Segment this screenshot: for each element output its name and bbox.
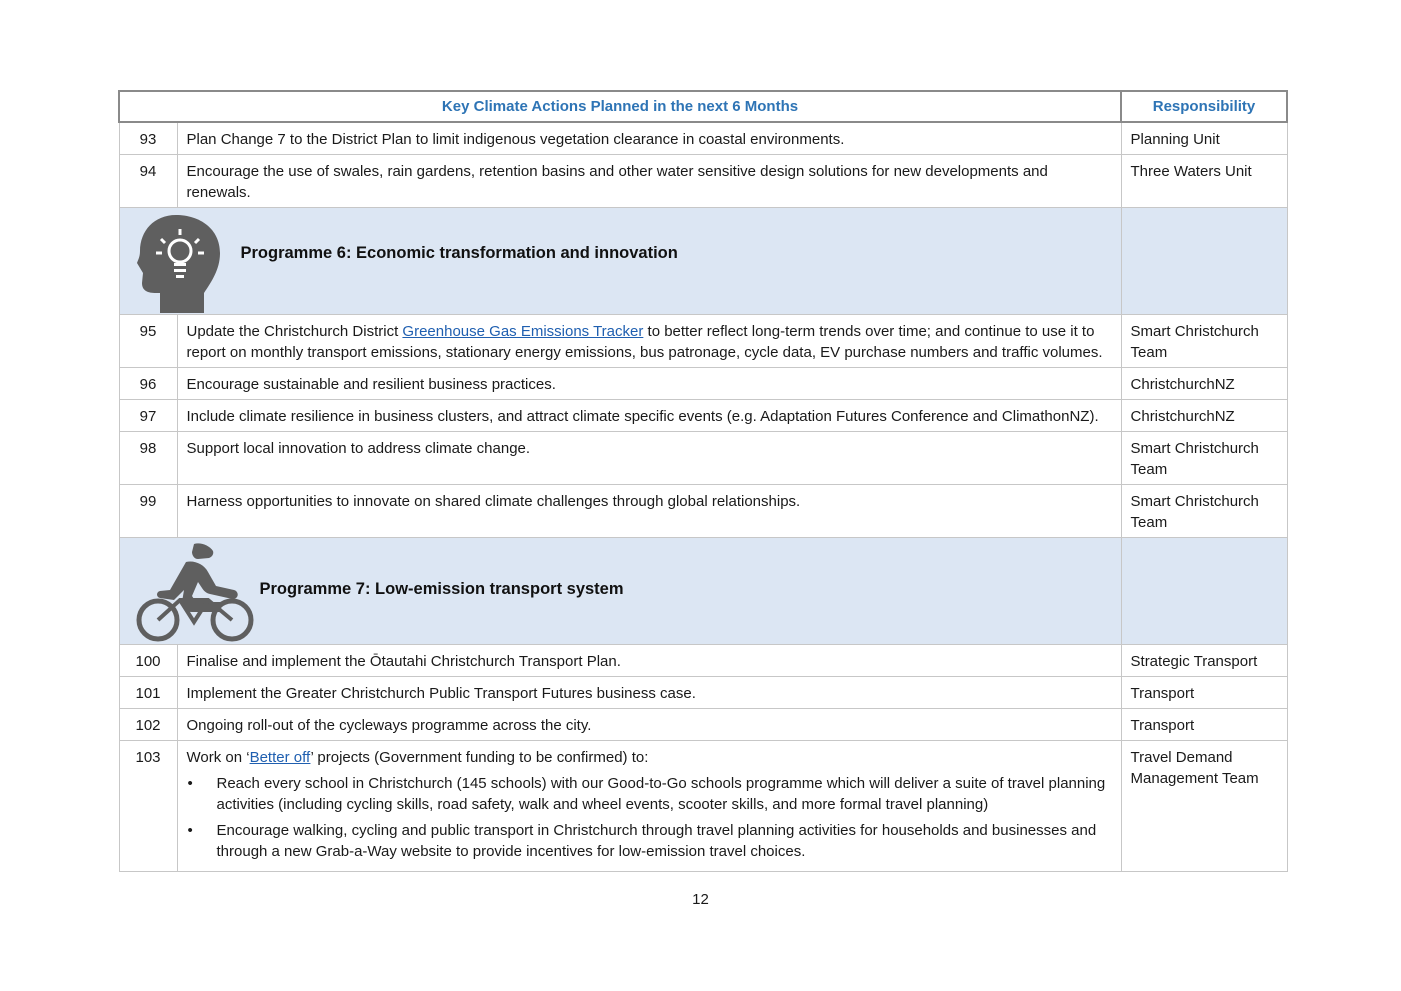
table-header-row [119, 91, 1287, 122]
action-bullet-list [187, 773, 1113, 862]
programme-7-banner [119, 538, 1287, 645]
action-text: Include climate resilience in business clusters, and attract climate specific events (e.g. Adaptation Futures Conference and ClimathonNZ). [177, 400, 1121, 432]
climate-actions-table [118, 90, 1288, 872]
action-text-end: to better reflect long-term trends over time; and continue to use it to report on monthly transport emissions, stationary energy emissions, bus patronage, cycle data, EV purchase numbers and traffic volumes. [186, 323, 1103, 361]
table-row [119, 709, 1287, 741]
page-number: 12 [692, 891, 709, 908]
bullet-item: • Reach every school in Christchurch (145 schools) with our Good-to-Go schools programme which will deliver a suite of travel planning activities (including cycling skills, road safety, walk and wheel events, scooter skills, and more formal travel planning) [217, 773, 1113, 815]
responsibility-text: Travel Demand Management Team [1121, 741, 1287, 872]
responsibility-text: Smart Christchurch Team [1121, 432, 1287, 485]
action-text [177, 315, 1121, 368]
better-off-link[interactable]: Better off [249, 749, 311, 766]
action-text-start: Update the Christchurch District [186, 323, 403, 340]
cyclist-icon [136, 542, 258, 644]
action-text-start: Work on ‘ [186, 749, 250, 766]
action-text: Encourage the use of swales, rain gardens, retention basins and other water sensitive design solutions for new developments and renewals. [177, 155, 1121, 208]
action-number: 97 [119, 400, 177, 432]
programme-6-cell [119, 208, 1121, 315]
action-number: 103 [119, 741, 177, 872]
responsibility-text: Smart Christchurch Team [1121, 485, 1287, 538]
responsibility-text: Smart Christchurch Team [1121, 315, 1287, 368]
action-number: 94 [119, 155, 177, 208]
responsibility-text: Three Waters Unit [1121, 155, 1287, 208]
programme-7-cell [119, 538, 1121, 645]
action-intro [187, 747, 1113, 768]
table-row [119, 368, 1287, 400]
table-row [119, 432, 1287, 485]
action-number: 95 [119, 315, 177, 368]
action-number: 100 [119, 645, 177, 677]
table-row [119, 677, 1287, 709]
action-text: Support local innovation to address climate change. [177, 432, 1121, 485]
action-number: 96 [119, 368, 177, 400]
table-row [119, 315, 1287, 368]
table-row [119, 122, 1287, 155]
action-text: Finalise and implement the Ōtautahi Christchurch Transport Plan. [177, 645, 1121, 677]
programme-6-empty-cell [1121, 208, 1287, 315]
head-lightbulb-icon [136, 213, 222, 315]
programme-6-title: Programme 6: Economic transformation and innovation [240, 244, 678, 262]
table-row [119, 741, 1287, 872]
responsibility-text: Transport [1121, 709, 1287, 741]
programme-6-banner [119, 208, 1287, 315]
action-text-end: ’ projects (Government funding to be confirmed) to: [310, 749, 649, 766]
responsibility-text: Strategic Transport [1121, 645, 1287, 677]
action-text [177, 741, 1121, 872]
table-row [119, 400, 1287, 432]
table-row [119, 485, 1287, 538]
programme-7-title: Programme 7: Low-emission transport system [259, 580, 624, 598]
action-text: Harness opportunities to innovate on shared climate challenges through global relationships. [177, 485, 1121, 538]
programme-7-empty-cell [1121, 538, 1287, 645]
action-number: 102 [119, 709, 177, 741]
responsibility-text: Transport [1121, 677, 1287, 709]
action-text: Encourage sustainable and resilient business practices. [177, 368, 1121, 400]
table-row [119, 645, 1287, 677]
action-text: Plan Change 7 to the District Plan to limit indigenous vegetation clearance in coastal environments. [177, 122, 1121, 155]
action-text: Ongoing roll-out of the cycleways programme across the city. [177, 709, 1121, 741]
table-row [119, 155, 1287, 208]
actions-column-header: Key Climate Actions Planned in the next 6 Months [119, 91, 1121, 122]
action-text: Implement the Greater Christchurch Public Transport Futures business case. [177, 677, 1121, 709]
bullet-item: • Encourage walking, cycling and public transport in Christchurch through travel planning activities for households and businesses and through a new Grab-a-Way website to provide incentives for low-emission travel choices. [217, 820, 1113, 862]
responsibility-text: ChristchurchNZ [1121, 368, 1287, 400]
action-number: 93 [119, 122, 177, 155]
emissions-tracker-link[interactable]: Greenhouse Gas Emissions Tracker [402, 323, 644, 340]
action-number: 98 [119, 432, 177, 485]
action-number: 101 [119, 677, 177, 709]
action-number: 99 [119, 485, 177, 538]
responsibility-text: ChristchurchNZ [1121, 400, 1287, 432]
responsibility-column-header: Responsibility [1121, 91, 1287, 122]
responsibility-text: Planning Unit [1121, 122, 1287, 155]
